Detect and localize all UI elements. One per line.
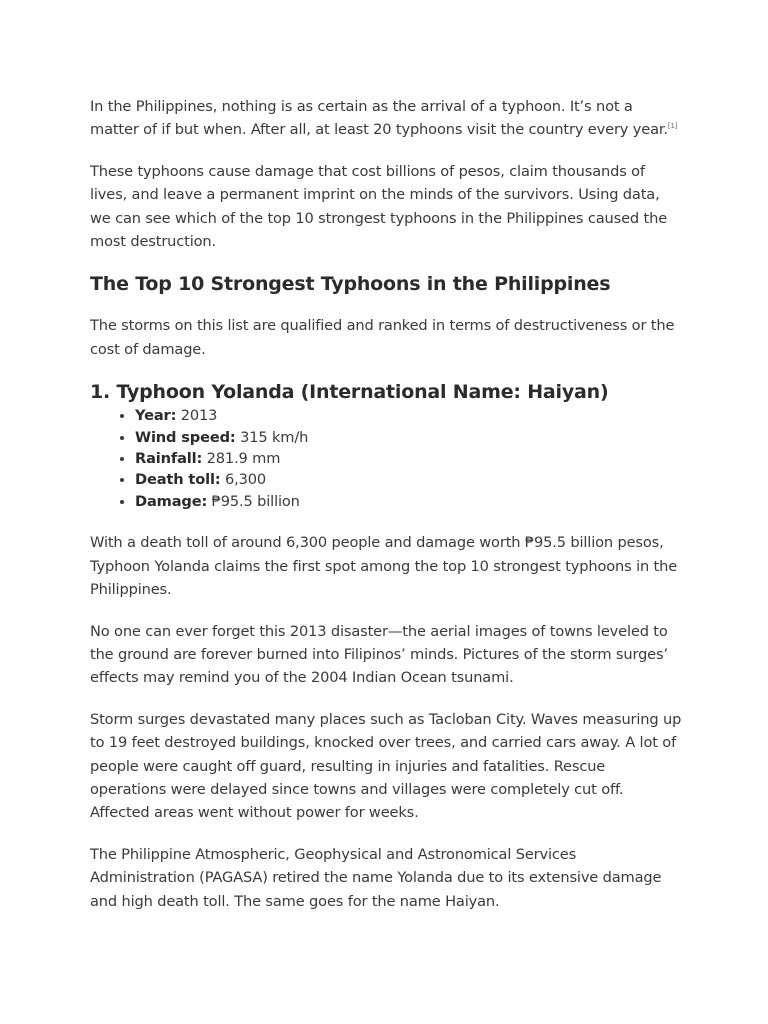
fact-value: 2013 [176,407,218,425]
typhoon-paragraph-1: With a death toll of around 6,300 people and damage worth ₱95.5 billion pesos, Typhoon Yolanda claims the first spot among the top 10 strongest typhoons in the Philippines. [90,534,678,599]
fact-value: 6,300 [220,471,267,489]
fact-death-toll [135,469,682,490]
fact-value: 281.9 mm [202,450,281,468]
fact-damage [135,491,682,512]
footnote-ref-link[interactable]: [1] [667,122,678,131]
fact-value: 315 km/h [235,428,309,446]
fact-value: ₱95.5 billion [207,492,300,510]
fact-label: Death toll: [135,471,221,489]
typhoon-paragraph-4: The Philippine Atmospheric, Geophysical and Astronomical Services Administration (PAGASA) retired the name Yolanda due to its extensive damage and high death toll. The same goes for the name Haiyan. [90,845,662,910]
article-body [90,95,682,931]
fact-rainfall [135,448,682,469]
fact-label: Wind speed: [135,428,236,446]
typhoon-facts-list [90,405,682,512]
intro-paragraph-1 [90,95,682,142]
intro-paragraph-2: These typhoons cause damage that cost billions of pesos, claim thousands of lives, and leave a permanent imprint on the minds of the survivors. Using data, we can see which of the top 10 strongest typhoons in the Philippines caused the most destruction. [90,162,668,251]
fact-year [135,405,682,426]
fact-label: Year: [135,407,177,425]
section-heading: The Top 10 Strongest Typhoons in the Philippines [90,273,611,296]
fact-label: Rainfall: [135,450,203,468]
fact-wind-speed [135,427,682,448]
fact-label: Damage: [135,492,208,510]
intro-paragraph-1-text: In the Philippines, nothing is as certain as the arrival of a typhoon. It’s not a matter of if but when. After all, at least 20 typhoons visit the country every year. [90,98,668,139]
section-intro-paragraph: The storms on this list are qualified and ranked in terms of destructiveness or the cost of damage. [90,317,675,358]
typhoon-paragraph-2: No one can ever forget this 2013 disaster—the aerial images of towns leveled to the ground are forever burned into Filipinos’ minds. Pictures of the storm surges’ effects may remind you of the 2004 Indian Ocean tsunami. [90,622,668,687]
typhoon-heading: 1. Typhoon Yolanda (International Name: Haiyan) [90,381,609,404]
typhoon-paragraph-3: Storm surges devastated many places such as Tacloban City. Waves measuring up to 19 feet destroyed buildings, knocked over trees, and carried cars away. A lot of people were caught off guard, resulting in injuries and fatalities. Rescue operations were delayed since towns and villages were completely cut off. Affected areas went without power for weeks. [90,710,682,822]
